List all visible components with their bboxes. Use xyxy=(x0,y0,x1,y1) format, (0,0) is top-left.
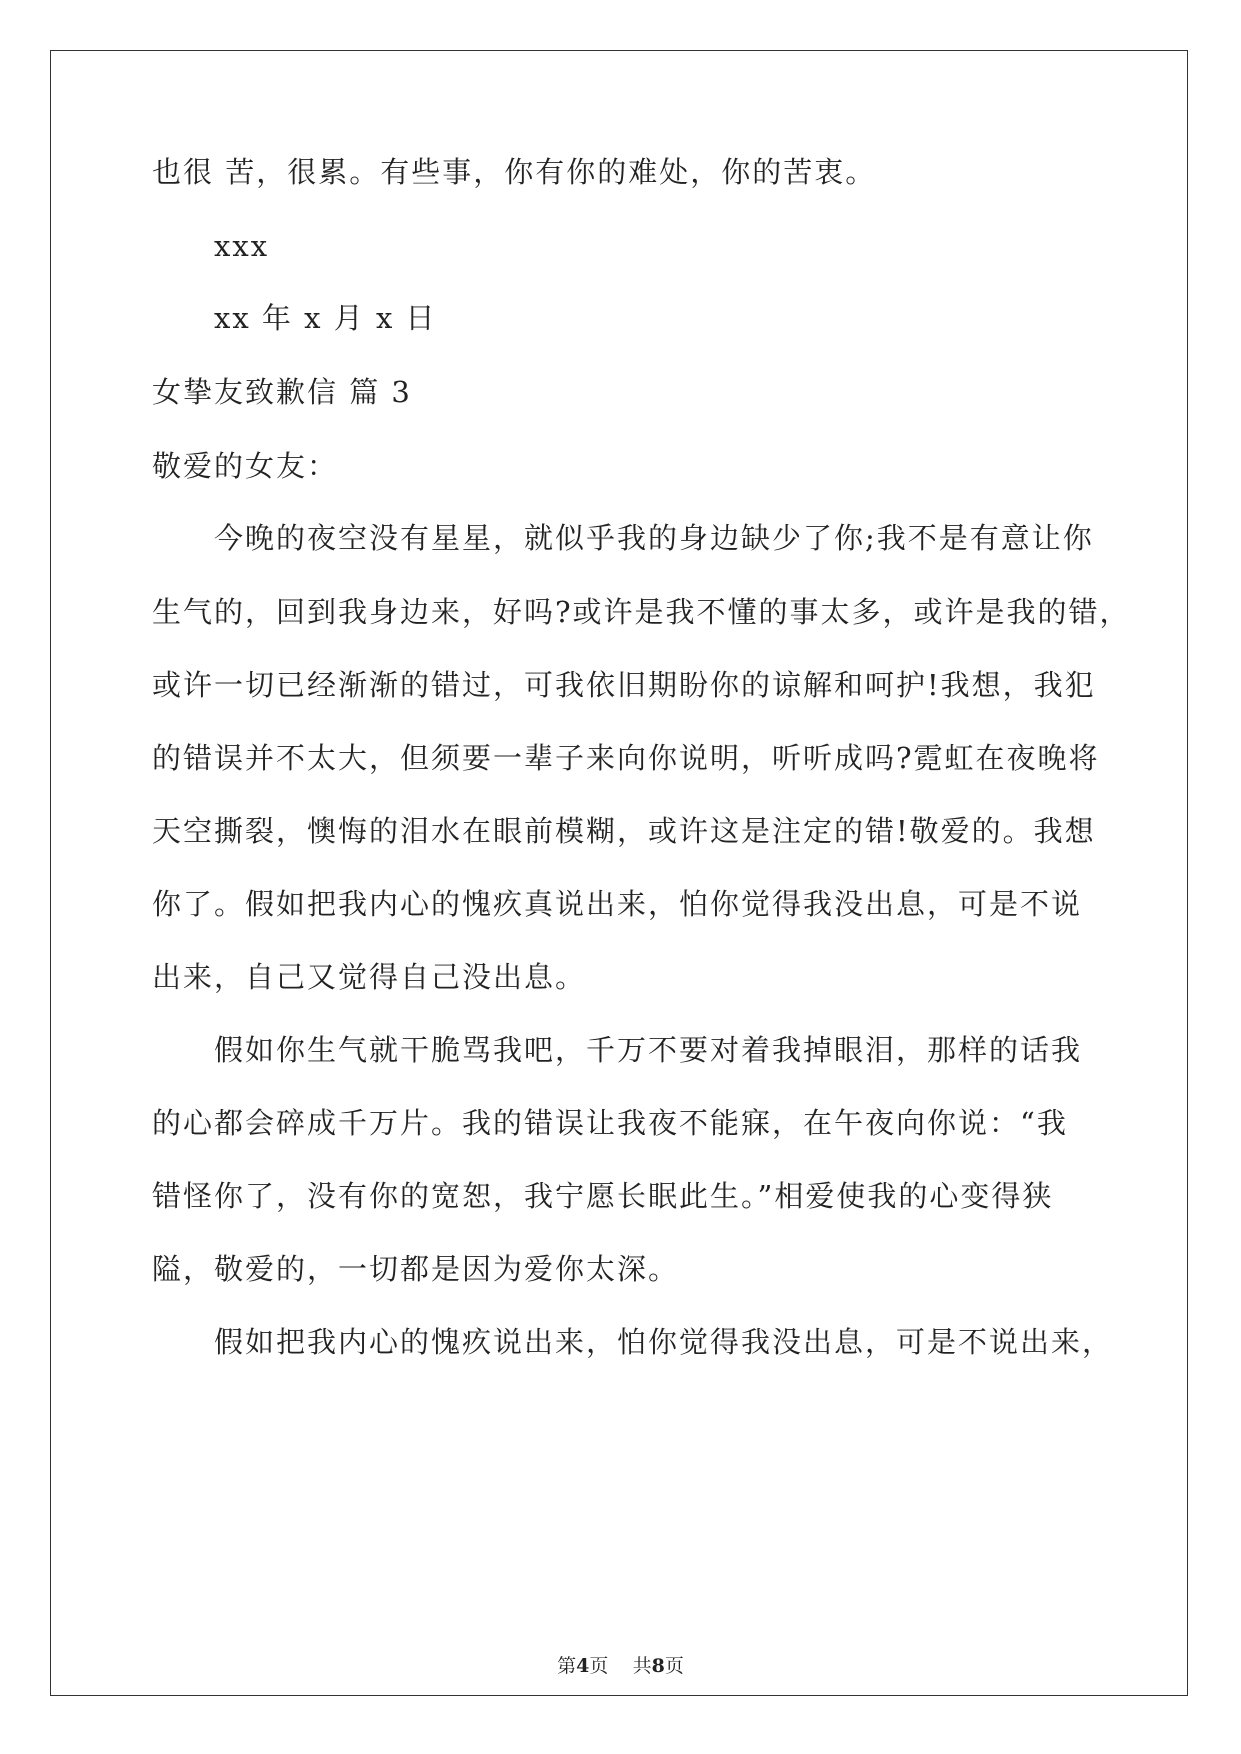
footer-total-prefix: 共 xyxy=(632,1655,652,1677)
salutation: 敬爱的女友： xyxy=(152,449,339,483)
text-line: 错怪你了，没有你的宽恕，我宁愿长眠此生。”相爱使我的心变得狭 xyxy=(152,1179,1054,1213)
footer-total-suffix: 页 xyxy=(664,1655,684,1677)
section-heading: 女挚友致歉信 篇 3 xyxy=(152,375,412,409)
text-line: 今晚的夜空没有星星，就似乎我的身边缺少了你;我不是有意让你 xyxy=(214,521,1094,555)
text-line: 出来，自己又觉得自己没出息。 xyxy=(152,960,587,994)
footer-page-current: 4 xyxy=(576,1655,590,1677)
text-line: 你了。假如把我内心的愧疚真说出来，怕你觉得我没出息，可是不说 xyxy=(152,887,1083,921)
page-border xyxy=(50,50,1188,1696)
text-line: 假如你生气就干脆骂我吧，千万不要对着我掉眼泪，那样的话我 xyxy=(214,1033,1083,1067)
footer-page-suffix: 页 xyxy=(589,1655,609,1677)
signature-name: xxx xyxy=(214,229,270,263)
text-line: 隘，敬爱的，一切都是因为爱你太深。 xyxy=(152,1252,680,1286)
text-line: 的心都会碎成千万片。我的错误让我夜不能寐，在午夜向你说：“我 xyxy=(152,1106,1068,1140)
text-line: 或许一切已经渐渐的错过，可我依旧期盼你的谅解和呵护!我想，我犯 xyxy=(152,668,1096,702)
signature-date: xx 年 x 月 x 日 xyxy=(214,301,437,335)
text-line: 生气的，回到我身边来，好吗?或许是我不懂的事太多，或许是我的错， xyxy=(152,595,1131,629)
text-line: 的错误并不太大，但须要一辈子来向你说明，听听成吗?霓虹在夜晚将 xyxy=(152,741,1100,775)
text-line: 天空撕裂，懊悔的泪水在眼前模糊，或许这是注定的错!敬爱的。我想 xyxy=(152,814,1096,848)
footer-page-total: 8 xyxy=(651,1655,665,1677)
footer-page-prefix: 第 xyxy=(557,1655,577,1677)
page-footer xyxy=(0,1654,1241,1678)
text-line: 假如把我内心的愧疚说出来，怕你觉得我没出息，可是不说出来， xyxy=(214,1325,1114,1359)
text-line: 也很 苦，很累。有些事，你有你的难处，你的苦衷。 xyxy=(152,155,877,189)
